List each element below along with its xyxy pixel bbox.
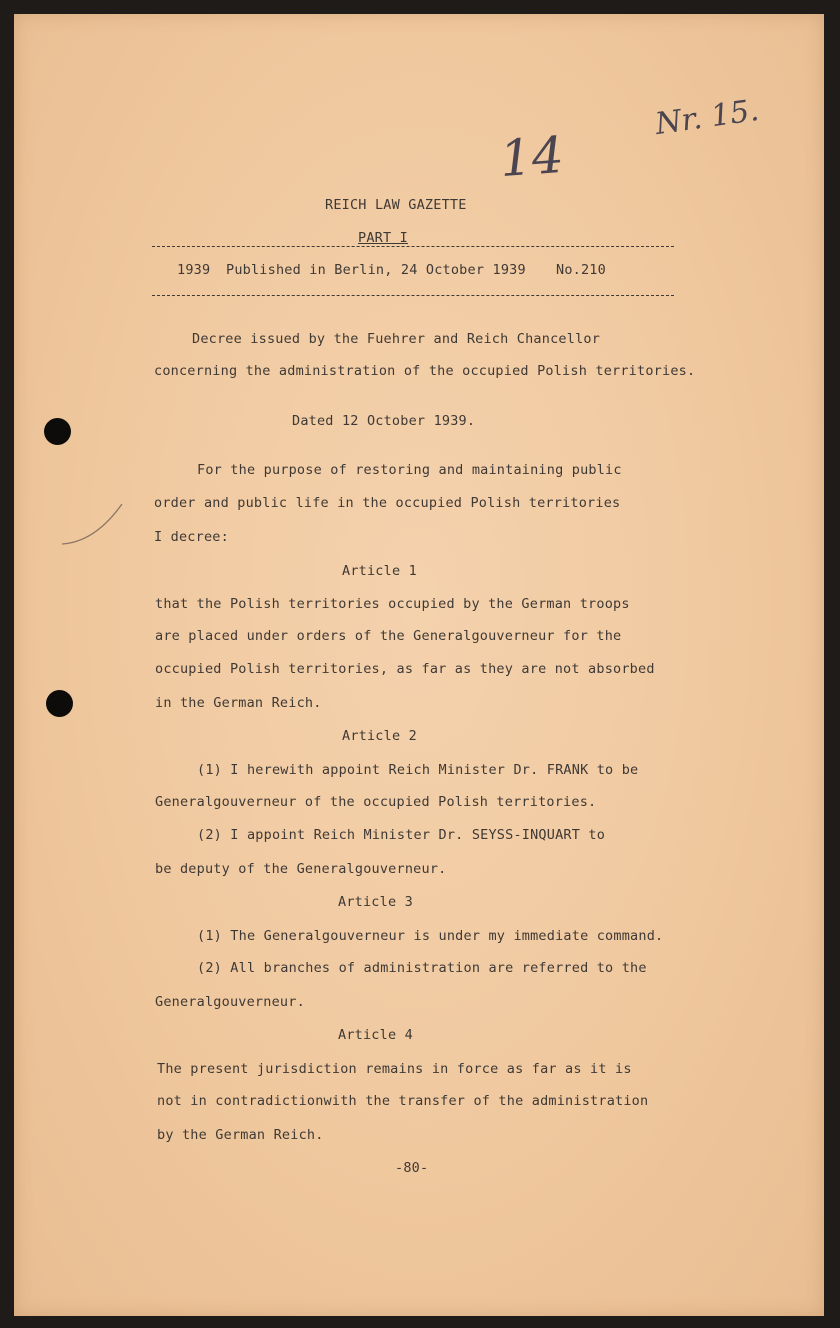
issue-number: No.210 [556,262,606,278]
publication-line: Published in Berlin, 24 October 1939 [226,262,526,278]
decree-title-line2: concerning the administration of the occupied Polish territories. [154,363,696,379]
article-3-heading: Article 3 [338,894,413,910]
article-3-line: (2) All branches of administration are referred to the [197,960,647,976]
handwritten-note: Nr. 15. [653,92,762,143]
article-4-line: not in contradictionwith the transfer of the administration [157,1093,649,1109]
article-1-line: that the Polish territories occupied by the German troops [155,596,630,612]
article-2-line: be deputy of the Generalgouverneur. [155,861,447,877]
page-number: -80- [395,1160,429,1176]
handwritten-page-number: 14 [498,125,566,189]
pencil-stroke [60,500,130,550]
article-3-line: Generalgouverneur. [155,994,305,1010]
punch-hole-upper [44,418,71,445]
article-2-line: Generalgouverneur of the occupied Polish territories. [155,794,597,810]
decree-date: Dated 12 October 1939. [292,413,476,429]
header-rule-top [152,246,674,247]
article-4-heading: Article 4 [338,1027,413,1043]
article-1-line: occupied Polish territories, as far as they are not absorbed [155,661,655,677]
article-2-line: (1) I herewith appoint Reich Minister Dr. FRANK to be [197,762,639,778]
punch-hole-lower [46,690,73,717]
article-1-heading: Article 1 [342,563,417,579]
article-3-line: (1) The Generalgouverneur is under my immediate command. [197,928,664,944]
decree-title-line1: Decree issued by the Fuehrer and Reich Chancellor [192,331,601,347]
preamble-line: I decree: [154,529,229,545]
publication-year: 1939 [177,262,211,278]
article-1-line: in the German Reich. [155,695,322,711]
header-rule-bottom [152,295,674,296]
article-2-line: (2) I appoint Reich Minister Dr. SEYSS-INQUART to [197,827,606,843]
gazette-part: PART I [358,230,408,246]
article-1-line: are placed under orders of the Generalgouverneur for the [155,628,622,644]
article-2-heading: Article 2 [342,728,417,744]
preamble-line: For the purpose of restoring and maintaining public [197,462,622,478]
article-4-line: by the German Reich. [157,1127,324,1143]
article-4-line: The present jurisdiction remains in force as far as it is [157,1061,632,1077]
gazette-title: REICH LAW GAZETTE [325,197,467,213]
preamble-line: order and public life in the occupied Polish territories [154,495,621,511]
